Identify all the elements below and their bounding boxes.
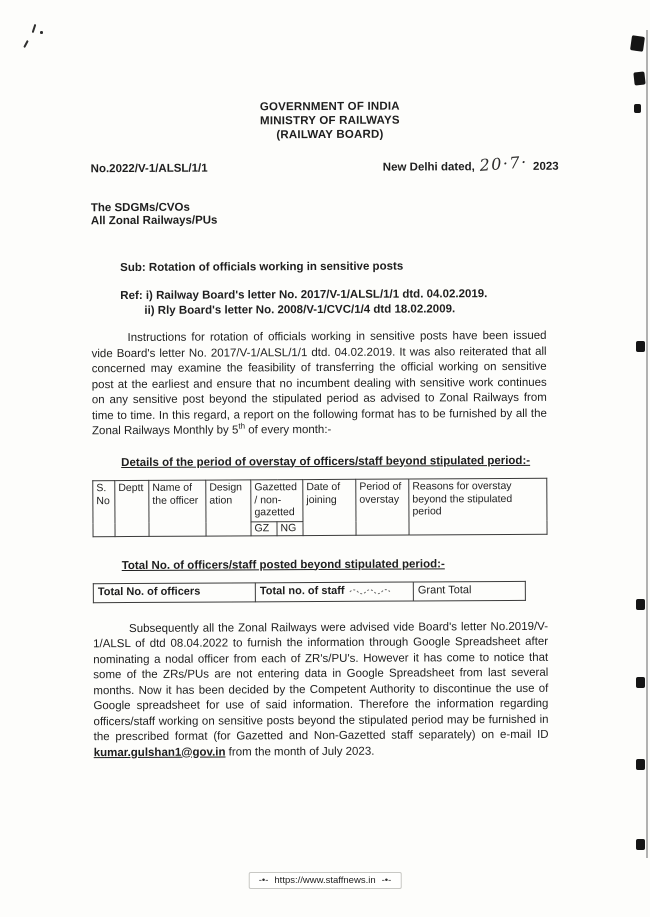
handwritten-date: 20·7· <box>479 152 529 175</box>
para2-text: Subsequently all the Zonal Railways were advised vide Board's letter No.2019/V-1/ALSL of dtd 08.04.2022 to furnish the information through Google Spreadsheet after nominating a nodal officer from each of ZR's/PU's. However it has come to notice that some of the ZRs/PUs are not entering data in Google Spreadsheet from last several months. Now it has been decided by the Competent Authority to discontinue the use of Google spreadsheet for use of said information. Therefore the information regarding officers/staff working on sensitive posts beyond the stipulated period may be furnished in the prescribed format (for Gazetted and Non-Gazetted staff separately) on e-mail ID <box>93 620 549 744</box>
subject-line: Sub: Rotation of officials working in sensitive posts <box>120 260 404 274</box>
para1-text-end: of every month:- <box>245 423 332 437</box>
total-staff-cell <box>255 582 413 601</box>
place-date-label: New Delhi dated, <box>382 161 475 174</box>
scan-artifact <box>630 35 645 52</box>
body-paragraph-1 <box>91 329 547 440</box>
col-header-date-of-joining: Date of joining <box>303 479 356 535</box>
para2-text-end: from the month of July 2023. <box>225 745 375 758</box>
col-subheader-gz: GZ <box>251 522 277 536</box>
pen-mark <box>32 24 37 33</box>
col-header-officer-name: Name of the officer <box>149 480 206 536</box>
scan-artifact <box>633 71 645 85</box>
overstay-format-table <box>92 478 547 537</box>
pen-mark <box>23 40 29 48</box>
col-header-gazetted: Gazetted / non-gazetted <box>251 480 303 522</box>
letterhead-line2: MINISTRY OF RAILWAYS <box>260 114 400 128</box>
footer-right-mark: -•- <box>381 875 392 886</box>
col-header-period-of-overstay: Period of overstay <box>356 479 409 535</box>
scan-artifact <box>636 341 645 352</box>
date-year: 2023 <box>533 160 559 173</box>
footer-left-mark: -•- <box>258 875 269 886</box>
ref-line2: ii) Rly Board's letter No. 2008/V-1/CVC/1/4 dtd 18.02.2009. <box>144 302 456 317</box>
overstay-table-heading: Details of the period of overstay of officers/staff beyond stipulated period:- <box>121 454 531 469</box>
total-staff-label: Total no. of staff <box>259 584 345 598</box>
email-link[interactable]: kumar.gulshan1@gov.in <box>93 745 226 759</box>
letterhead-line1: GOVERNMENT OF INDIA <box>259 100 400 114</box>
addressee-block <box>91 199 546 228</box>
para1-text: Instructions for rotation of officials working in sensitive posts have been issued vide Board's letter No. 2017/V-1/ALSL/1/1 dtd. 04.02.2019. It was also reiterated that all concerned may examine the feasibility of transferring the official working on sensitive post at the earliest and ensure that no incumbent dealing with sensitive work continues on any sensitive post beyond the stipulated period as advised to Zonal Railways from time to time. In this regard, a report on the following format has to be furnished by all the Zonal Railways Monthly by 5 <box>91 329 547 438</box>
pen-squiggle <box>349 587 395 595</box>
addressee-line1: The SDGMs/CVOs <box>90 201 190 214</box>
scan-artifact <box>636 599 645 610</box>
totals-table-heading: Total No. of officers/staff posted beyond stipulated period:- <box>121 557 445 572</box>
col-subheader-ng: NG <box>277 522 303 536</box>
col-header-deptt: Deptt <box>115 480 149 536</box>
letter-number: No.2022/V-1/ALSL/1/1 <box>90 162 208 176</box>
addressee-line2: All Zonal Railways/PUs <box>90 214 218 228</box>
scan-artifact <box>636 677 645 688</box>
ref-line1: Ref: i) Railway Board's letter No. 2017/V-1/ALSL/1/1 dtd. 04.02.2019. <box>120 288 488 303</box>
reference-row <box>90 152 559 178</box>
col-header-designation: Designation <box>206 480 251 536</box>
pen-mark-dot <box>40 31 43 34</box>
footer-url-link[interactable]: https://www.staffnews.in <box>274 875 376 886</box>
grand-total-cell: Grant Total <box>413 581 525 600</box>
scan-artifact <box>636 839 645 850</box>
scan-artifact <box>636 759 645 770</box>
letterhead-line3: (RAILWAY BOARD) <box>276 128 384 142</box>
body-paragraph-2 <box>93 619 549 761</box>
scan-edge-line <box>646 30 648 858</box>
col-header-sno: S.No <box>93 481 115 537</box>
totals-table <box>93 581 526 603</box>
table-row <box>93 581 525 602</box>
letter-content <box>90 99 559 761</box>
letterhead <box>102 99 557 143</box>
total-officers-cell: Total No. of officers <box>93 583 255 602</box>
col-header-reasons: Reasons for overstay beyond the stipulated period <box>409 478 547 534</box>
date-line <box>382 152 559 176</box>
scan-artifact <box>634 104 641 113</box>
footer <box>249 872 402 889</box>
para1-superscript: th <box>238 421 246 431</box>
reference-letters <box>91 287 546 318</box>
